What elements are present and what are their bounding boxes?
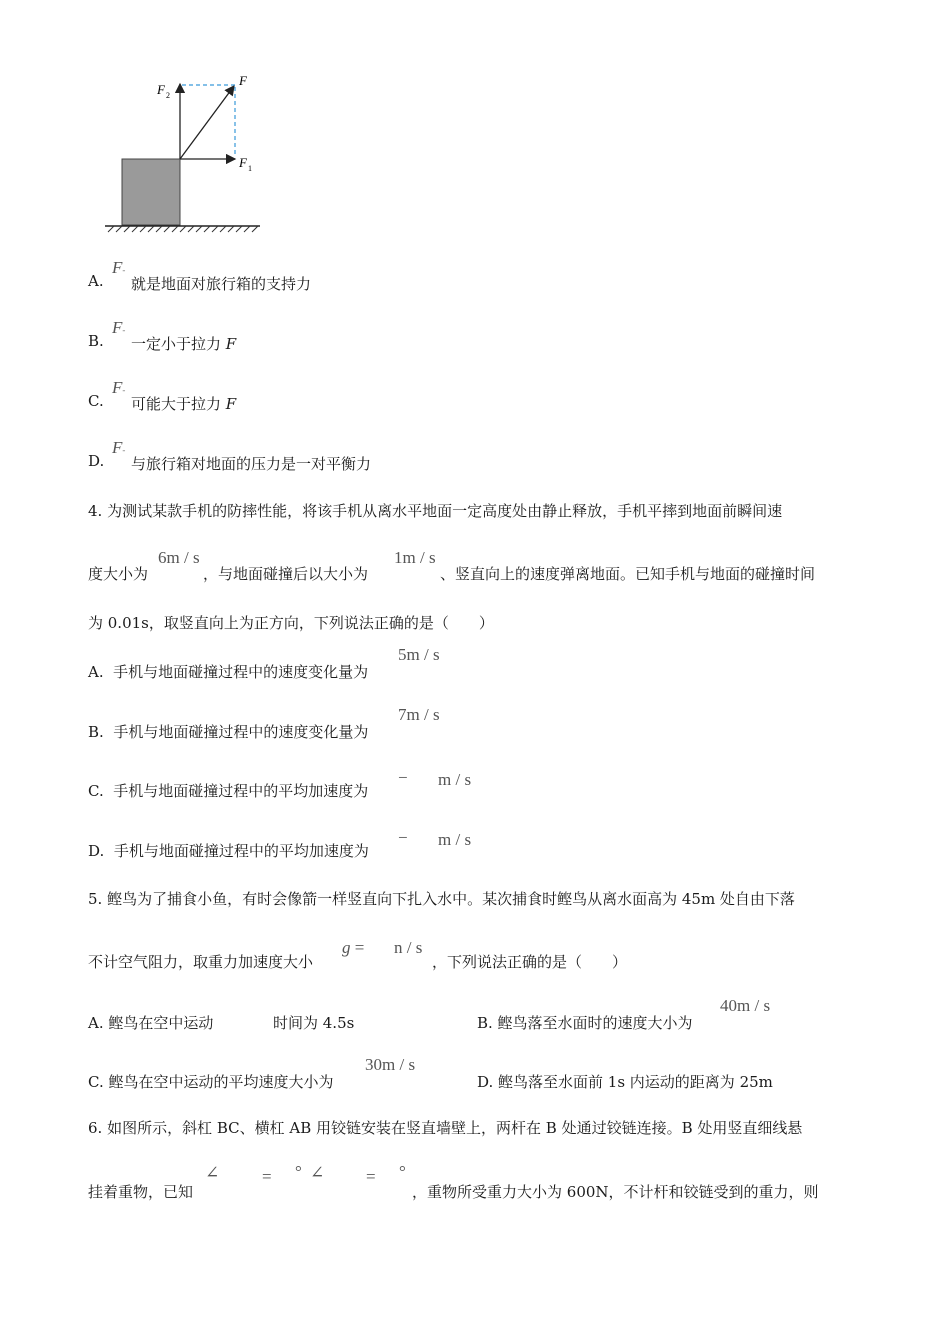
label-f2-sub: 2 xyxy=(166,91,170,100)
q6-stem-line1: 6. 如图所示，斜杠 BC、横杠 AB 用铰链安装在竖直墙壁上，两杆在 B 处通过铰链连接。B 处用竖直细线悬 xyxy=(88,1119,803,1137)
q4-option-d-unit: m / s xyxy=(438,830,472,849)
q3-option-b: B. xyxy=(88,332,104,350)
q4-option-c-minus: − xyxy=(398,768,408,787)
q3-option-b-symbol: F- xyxy=(112,318,126,337)
q3-option-a-text: 就是地面对旅行箱的支持力 xyxy=(131,275,312,293)
suitcase-box xyxy=(122,159,180,225)
q3-option-d-text: 与旅行箱对地面的压力是一对平衡力 xyxy=(131,455,372,473)
q5-stem-line2a: 不计空气阻力，取重力加速度大小 xyxy=(88,953,314,971)
q3-option-c-symbol: F- xyxy=(112,378,126,397)
q5-g-unit: n / s xyxy=(394,938,423,957)
q6-stem-line2b: ，重物所受重力大小为 600N，不计杆和铰链受到的重力，则 xyxy=(412,1183,819,1201)
q3-option-d: D. xyxy=(88,452,105,470)
q6-stem-line2a: 挂着重物，已知 xyxy=(88,1183,194,1201)
q6-angle1: ∠ xyxy=(205,1163,220,1182)
q4-option-b-math: 7m / s xyxy=(398,705,440,724)
label-f: F xyxy=(239,73,247,88)
q5-option-b-math: 40m / s xyxy=(720,996,771,1015)
q6-eq1: = xyxy=(262,1167,272,1186)
label-f1: F xyxy=(239,155,247,170)
q4-stem-line3: 为 0.01s，取竖直向上为正方向，下列说法正确的是（ ） xyxy=(88,614,494,632)
q4-option-d-minus: − xyxy=(398,828,408,847)
q5-option-b: B. 鲣鸟落至水面时的速度大小为 xyxy=(477,1014,693,1032)
q4-option-d: D. 手机与地面碰撞过程中的平均加速度为 xyxy=(88,842,369,860)
q4-stem-line2b: ，与地面碰撞后以大小为 xyxy=(203,565,369,583)
q6-eq2: = xyxy=(366,1167,376,1186)
q3-option-a-symbol: F- xyxy=(112,258,126,277)
q3-option-b-text: 一定小于拉力 F xyxy=(131,335,237,353)
q3-option-c: C. xyxy=(88,392,104,410)
q4-v1: 6m / s xyxy=(158,548,200,567)
q6-angle2: ∠ xyxy=(310,1163,325,1182)
q3-option-d-symbol: F- xyxy=(112,438,126,457)
label-f1-sub: 1 xyxy=(248,164,252,173)
q4-stem-line1: 4. 为测试某款手机的防摔性能，将该手机从离水平地面一定高度处由静止释放，手机平摔到地面前瞬间速 xyxy=(88,502,783,520)
q5-option-c-math: 30m / s xyxy=(365,1055,416,1074)
q5-stem-line2b: ，下列说法正确的是（ ） xyxy=(432,953,628,971)
q4-stem-line2c: 、竖直向上的速度弹离地面。已知手机与地面的碰撞时间 xyxy=(440,565,816,583)
q3-option-a: A. xyxy=(88,272,104,290)
q6-deg2: ° xyxy=(399,1162,406,1181)
q4-option-a-math: 5m / s xyxy=(398,645,440,664)
label-f2: F xyxy=(157,82,165,97)
q4-stem-line2a: 度大小为 xyxy=(88,565,149,583)
q4-option-c-unit: m / s xyxy=(438,770,472,789)
arrow-f xyxy=(180,86,234,159)
q5-option-c: C. 鲣鸟在空中运动的平均速度大小为 xyxy=(88,1073,334,1091)
q5-option-a-part1: A. 鲣鸟在空中运动 xyxy=(88,1014,214,1032)
q5-stem-line1: 5. 鲣鸟为了捕食小鱼，有时会像箭一样竖直向下扎入水中。某次捕食时鲣鸟从离水面高为 45m 处自由下落 xyxy=(88,890,795,908)
q4-option-a: A. 手机与地面碰撞过程中的速度变化量为 xyxy=(88,663,369,681)
q3-option-c-text: 可能大于拉力 F xyxy=(131,395,237,413)
force-diagram xyxy=(100,70,270,240)
q4-option-c: C. 手机与地面碰撞过程中的平均加速度为 xyxy=(88,782,369,800)
ground-hatching xyxy=(108,226,258,232)
q4-option-b: B. 手机与地面碰撞过程中的速度变化量为 xyxy=(88,723,369,741)
q6-deg1: ° xyxy=(295,1162,302,1181)
q4-v2: 1m / s xyxy=(394,548,436,567)
q5-option-d: D. 鲣鸟落至水面前 1s 内运动的距离为 25m xyxy=(477,1073,773,1091)
q5-option-a-part2: 时间为 4.5s xyxy=(273,1014,355,1032)
q5-g-symbol: g = xyxy=(342,938,365,957)
